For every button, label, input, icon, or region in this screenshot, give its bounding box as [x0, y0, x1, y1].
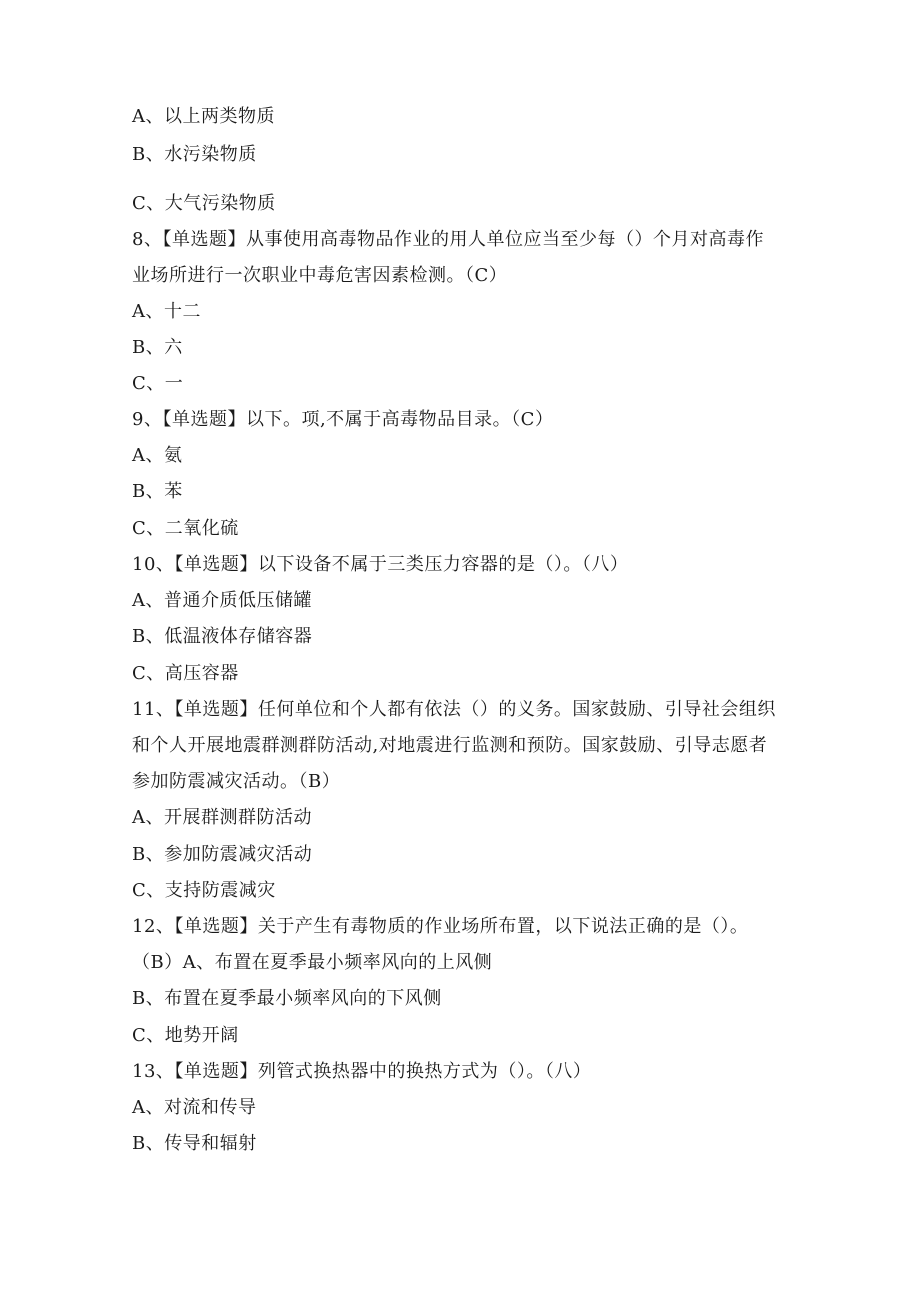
- option-line: B、六: [132, 337, 183, 358]
- option-line: C、二氧化硫: [132, 518, 239, 539]
- option-line: B、水污染物质: [132, 144, 257, 165]
- question-line: 9、【单选题】以下。项,不属于高毒物品目录。（C）: [132, 409, 554, 430]
- option-line: A、普通介质低压储罐: [132, 590, 312, 611]
- option-line: B、低温液体存储容器: [132, 626, 313, 647]
- question-line: 参加防震减灾活动。（B）: [132, 771, 341, 792]
- option-line: C、支持防震减灾: [132, 880, 276, 901]
- option-line: C、一: [132, 373, 184, 394]
- question-line: 和个人开展地震群测群防活动,对地震进行监测和预防。国家鼓励、引导志愿者: [132, 735, 768, 756]
- option-line: B、参加防震减灾活动: [132, 844, 313, 865]
- question-line: （B）A、布置在夏季最小频率风向的上风侧: [132, 952, 493, 973]
- option-line: C、地势开阔: [132, 1025, 239, 1046]
- option-line: A、氨: [132, 445, 183, 466]
- question-line: 13、【单选题】列管式换热器中的换热方式为（）。（八）: [132, 1061, 592, 1082]
- option-line: A、十二: [132, 301, 201, 322]
- question-line: 8、【单选题】从事使用高毒物品作业的用人单位应当至少每（）个月对高毒作: [132, 229, 764, 250]
- question-line: 12、【单选题】关于产生有毒物质的作业场所布置，以下说法正确的是（）。: [132, 916, 749, 937]
- option-line: A、以上两类物质: [132, 106, 275, 127]
- option-line: A、开展群测群防活动: [132, 807, 312, 828]
- option-line: A、对流和传导: [132, 1097, 257, 1118]
- question-line: 10、【单选题】以下设备不属于三类压力容器的是（）。（八）: [132, 554, 629, 575]
- question-line: 11、【单选题】任何单位和个人都有依法（）的义务。国家鼓励、引导社会组织: [132, 699, 776, 720]
- option-line: B、传导和辐射: [132, 1133, 257, 1154]
- option-line: C、高压容器: [132, 663, 239, 684]
- option-line: B、布置在夏季最小频率风向的下风侧: [132, 988, 442, 1009]
- option-line: C、大气污染物质: [132, 193, 276, 214]
- question-line: 业场所进行一次职业中毒危害因素检测。（C）: [132, 265, 508, 286]
- option-line: B、苯: [132, 481, 183, 502]
